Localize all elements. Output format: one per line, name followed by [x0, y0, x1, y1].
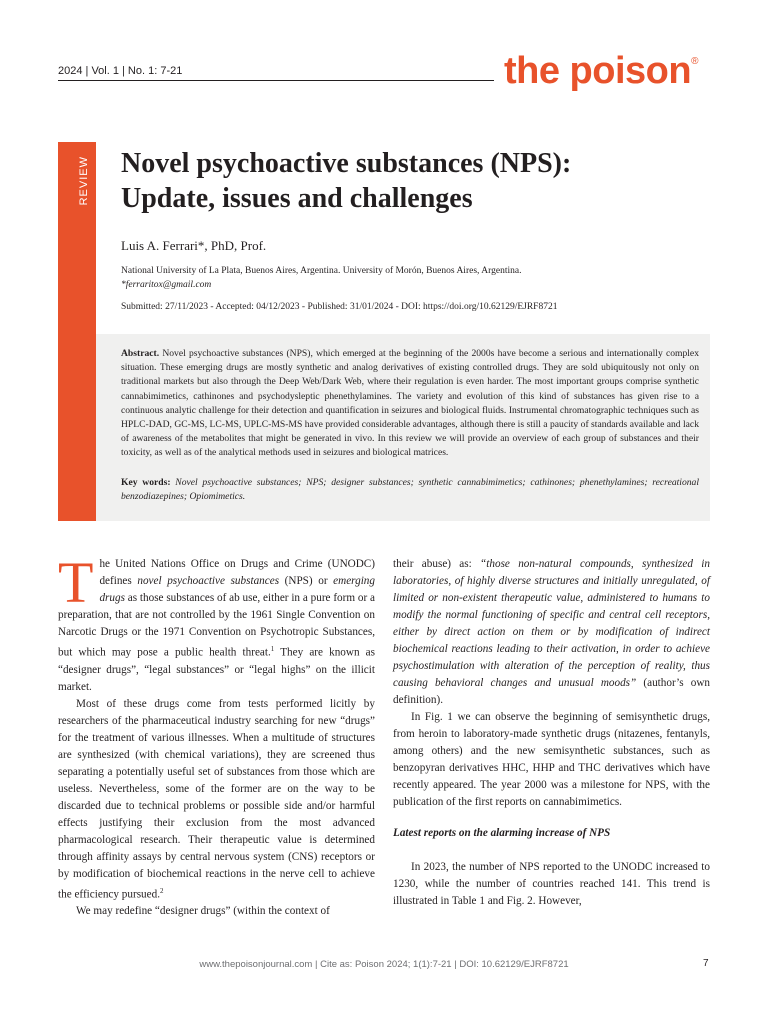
author-line: Luis A. Ferrari*, PhD, Prof.	[121, 238, 267, 253]
text-run: They are known as “designer drugs”, “legal substances” or “legal highs” on the illicit market.	[58, 646, 376, 693]
registered-mark: ®	[691, 56, 698, 67]
body-column-right	[393, 556, 710, 910]
text-run: (author’s own definition).	[393, 677, 710, 706]
keywords	[121, 476, 699, 504]
section-heading: Latest reports on the alarming increase of NPS	[393, 827, 611, 839]
keywords-text: Novel psychoactive substances; NPS; designer substances; synthetic cannabimimetics; cathinones; phenethylamines; recreational benzodiazepines; Opiomimetics.	[121, 477, 700, 503]
italic-term: novel psychoactive substances	[137, 575, 280, 587]
author-email: *ferraritox@gmail.com	[121, 280, 212, 290]
italic-term: emerging drugs	[99, 575, 375, 604]
keywords-label: Key words:	[121, 477, 171, 488]
page-number: 7	[703, 958, 709, 969]
paragraph	[58, 696, 375, 904]
text-run: (NPS) or	[279, 575, 334, 587]
title-line-2: Update, issues and challenges	[121, 183, 473, 214]
title-line-1: Novel psychoactive substances (NPS):	[121, 148, 572, 179]
section-label: REVIEW	[78, 156, 90, 206]
body-column-left	[58, 550, 376, 920]
text-run: their abuse) as:	[393, 558, 481, 570]
drop-cap: T	[58, 550, 94, 615]
paragraph	[58, 550, 376, 696]
journal-logo-text: the poison	[504, 50, 692, 92]
paragraph: In 2023, the number of NPS reported to the UNODC increased to 1230, while the number of countries reached 141. This trend is illustrated in Table 1 and Fig. 2. However,	[393, 861, 710, 907]
affiliation-text: National University of La Plata, Buenos Aires, Argentina. University of Morón, Buenos Aires, Argentina.	[121, 266, 522, 276]
abstract-text: Novel psychoactive substances (NPS), which emerged at the beginning of the 2000s have become a serious and internationally complex situation. These emerging drugs are mostly synthetic and analog derivatives of existing controlled drugs. They are sold ubiquitously not only on traditional markets but also through the Deep Web/Dark Web, where their regulation is even harder. The most important groups comprise synthetic cannabimimetics, cathinones and psychodysleptic phenethylamines. The variety and evolution of this kind of substances has given rise to a continuous analytic challenge for their detection and quantification in seizures and biological fluids. Instrumental chromatographic techniques such as HPLC-DAD, GC-MS, LC-MS, UPLC-MS-MS have provided considerable advantages, although there is still a paucity of standards available and lack of awareness of the metabolites that might be generated in vivo. In this review we will provide an overview of each group of substances and their toxicity, as well as of the analytical methods used in seizures and biological matrices.	[121, 348, 699, 459]
paragraph: In Fig. 1 we can observe the beginning of semisynthetic drugs, from heroin to laboratory-made synthetic drugs (nitazenes, fentanyls, among others) and the new semisynthetic substances, such as benzopyran derivatives HHC, HHP and THC derivatives which have recently appeared. The year 2000 was a milestone for NPS, with the publication of the first reports on cannabimimetics.	[393, 711, 710, 808]
paragraph: We may redefine “designer drugs” (within the context of	[76, 905, 330, 918]
text-run: Most of these drugs come from tests performed licitly by researchers of the pharmaceutical industry searching for new “drugs” for the treatment of various illnesses. When a multitude of structures are synthesized (with chemical variations), they are screened thus separating a potentially useful set of substances from those which are useless. Nevertheless, some of the former are on the way to be discarded due to technical problems or possible side and/or harmful effects justifying their exclusion from the most advanced pharmacological research. Their therapeutic value is determined through affinity assays by central nervous system (CNS) receptors or by modification of biochemical reactions in the nerve cell to achieve the efficiency pursued.	[58, 697, 375, 901]
abstract-box	[96, 334, 710, 521]
section-sidebar	[58, 142, 96, 521]
definition-quote: “those non-natural compounds, synthesized in laboratories, of highly diverse structures and initially unregulated, of limited or non-existent therapeutic value, administered to humans to modify the normal functioning of specific and central cell receptors, either by direct action on them or by modification of indirect biochemical reactions leading to their activation, in order to achieve psychostimulation with alteration of the perception of reality, thus causing behavioral changes and unusual moods”	[393, 558, 710, 689]
reference-mark: 2	[160, 886, 164, 895]
header-rule	[58, 80, 494, 81]
reference-mark: 1	[270, 645, 275, 653]
abstract	[121, 347, 699, 461]
abstract-label: Abstract.	[121, 348, 160, 359]
issue-info: 2024 | Vol. 1 | No. 1: 7-21	[58, 65, 183, 77]
affiliation	[121, 264, 711, 292]
text-run: he United Nations Office on Drugs and Crime (UNODC) defines	[99, 558, 375, 587]
publication-dates: Submitted: 27/11/2023 - Accepted: 04/12/2023 - Published: 31/01/2024 - DOI: https://doi.org/10.62129/EJRF8721	[121, 302, 558, 312]
text-run: as those substances of ab use, either in a pure form or a preparation, that are not controlled by the 1961 Single Convention on Narcotic Drugs or the 1971 Convention on Psychotropic Substances, but which may pose a public health threat.	[58, 592, 375, 659]
journal-logo	[504, 50, 698, 93]
paragraph	[393, 556, 710, 709]
footer-citation: www.thepoisonjournal.com | Cite as: Poison 2024; 1(1):7-21 | DOI: 10.62129/EJRF8721	[199, 959, 569, 970]
article-title	[121, 146, 701, 216]
